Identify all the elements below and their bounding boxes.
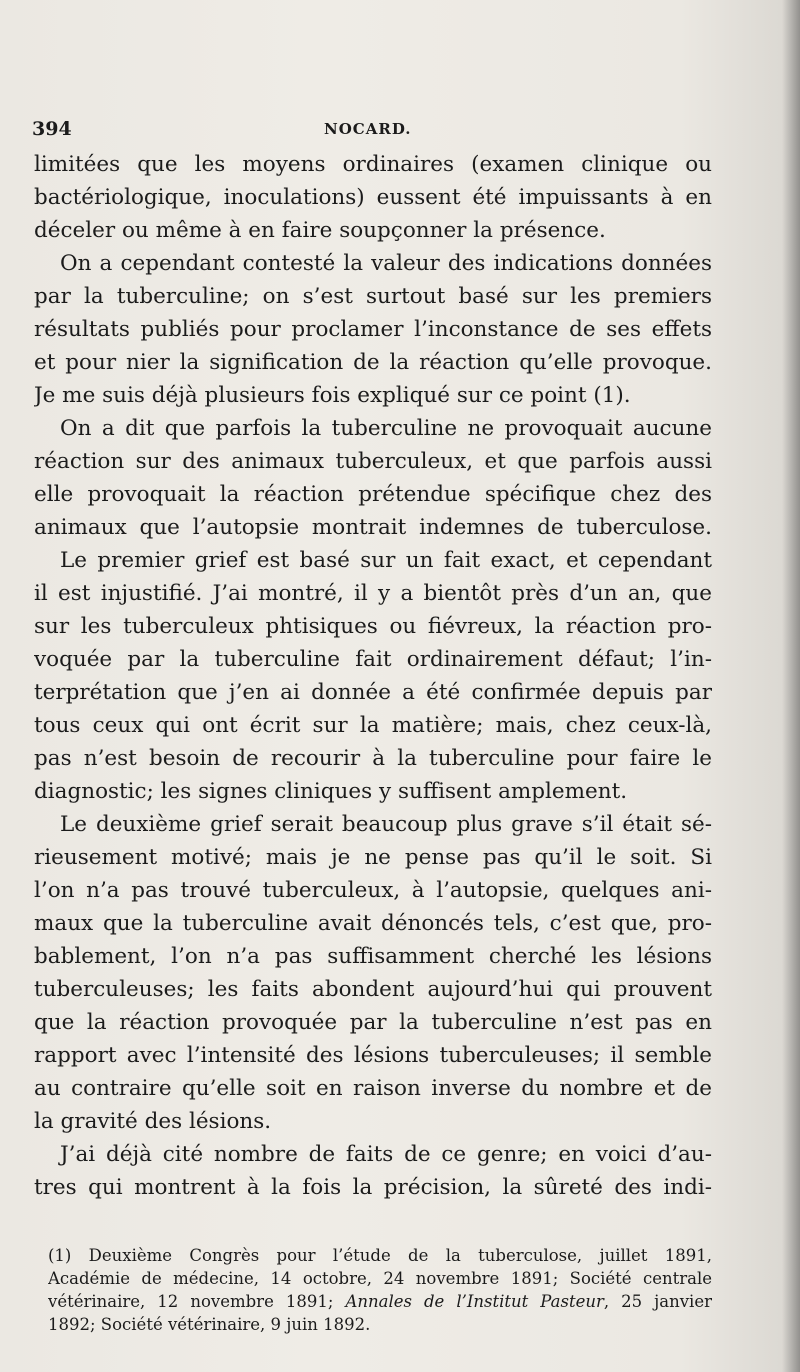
footnote-text: vétérinaire, 12 novembre 1891; bbox=[48, 1292, 346, 1311]
text-line: que la réaction provoquée par la tuberculine n’est pas en bbox=[34, 1010, 712, 1035]
text-line: rapport avec l’intensité des lésions tuberculeuses; il semble bbox=[34, 1043, 712, 1068]
page-number: 394 bbox=[32, 118, 72, 140]
running-head: NOCARD. bbox=[324, 120, 412, 138]
text-line: et pour nier la signification de la réaction qu’elle provoque. bbox=[34, 350, 712, 375]
text-line: animaux que l’autopsie montrait indemnes de tuberculose. bbox=[34, 515, 712, 540]
text-line: On a cependant contesté la valeur des indications données bbox=[60, 251, 712, 276]
text-line: sur les tuberculeux phtisiques ou fiévreux, la réaction pro- bbox=[34, 614, 712, 639]
text-line: résultats publiés pour proclamer l’inconstance de ses effets bbox=[34, 317, 712, 342]
footnote-journal-title: Annales de l’Institut Pasteur bbox=[345, 1292, 604, 1311]
text-line: rieusement motivé; mais je ne pense pas qu’il le soit. Si bbox=[34, 845, 712, 870]
text-line: limitées que les moyens ordinaires (examen clinique ou bbox=[34, 152, 712, 177]
text-line: maux que la tuberculine avait dénoncés tels, c’est que, pro- bbox=[34, 911, 712, 936]
footnote-text: , 25 janvier bbox=[603, 1292, 712, 1311]
page-edge-shadow bbox=[782, 0, 800, 1372]
text-line: réaction sur des animaux tuberculeux, et que parfois aussi bbox=[34, 449, 712, 474]
footnote-line: (1) Deuxième Congrès pour l’étude de la tuberculose, juillet 1891, bbox=[48, 1246, 712, 1265]
text-line: terprétation que j’en ai donnée a été confirmée depuis par bbox=[34, 680, 712, 705]
text-line: pas n’est besoin de recourir à la tuberculine pour faire le bbox=[34, 746, 712, 771]
text-line: diagnostic; les signes cliniques y suffisent amplement. bbox=[34, 779, 628, 804]
text-line: au contraire qu’elle soit en raison inverse du nombre et de bbox=[34, 1076, 712, 1101]
text-line: Je me suis déjà plusieurs fois expliqué sur ce point (1). bbox=[34, 383, 631, 408]
page-header bbox=[32, 118, 712, 146]
text-line: Le deuxième grief serait beaucoup plus grave s’il était sé- bbox=[60, 812, 712, 837]
text-line: bablement, l’on n’a pas suffisamment cherché les lésions bbox=[34, 944, 712, 969]
text-line: tous ceux qui ont écrit sur la matière; mais, chez ceux-là, bbox=[34, 713, 712, 738]
text-line: voquée par la tuberculine fait ordinairement défaut; l’in- bbox=[34, 647, 712, 672]
body-text bbox=[34, 148, 712, 1204]
footnote-line: Académie de médecine, 14 octobre, 24 novembre 1891; Société centrale bbox=[48, 1269, 712, 1288]
text-line: bactériologique, inoculations) eussent été impuissants à en bbox=[34, 185, 712, 210]
text-line: J’ai déjà cité nombre de faits de ce genre; en voici d’au- bbox=[60, 1142, 712, 1167]
text-line: tuberculeuses; les faits abondent aujourd’hui qui prouvent bbox=[34, 977, 712, 1002]
footnote-line: 1892; Société vétérinaire, 9 juin 1892. bbox=[48, 1315, 371, 1334]
footnote bbox=[48, 1244, 712, 1336]
footnote-line bbox=[48, 1290, 712, 1313]
text-line: déceler ou même à en faire soupçonner la présence. bbox=[34, 218, 606, 243]
text-line: tres qui montrent à la fois la précision, la sûreté des indi- bbox=[34, 1175, 712, 1200]
text-line: On a dit que parfois la tuberculine ne provoquait aucune bbox=[60, 416, 712, 441]
text-line: il est injustifié. J’ai montré, il y a bientôt près d’un an, que bbox=[34, 581, 712, 606]
text-line: la gravité des lésions. bbox=[34, 1109, 272, 1134]
text-line: par la tuberculine; on s’est surtout basé sur les premiers bbox=[34, 284, 712, 309]
text-line: elle provoquait la réaction prétendue spécifique chez des bbox=[34, 482, 712, 507]
text-line: Le premier grief est basé sur un fait exact, et cependant bbox=[60, 548, 712, 573]
text-line: l’on n’a pas trouvé tuberculeux, à l’autopsie, quelques ani- bbox=[34, 878, 712, 903]
